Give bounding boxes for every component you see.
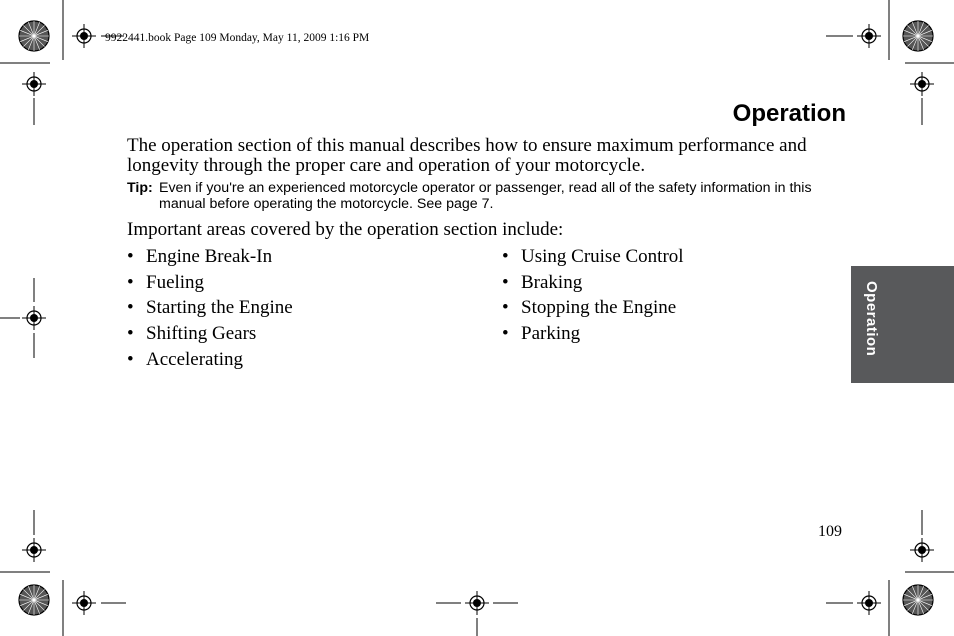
tip-note [127,180,857,212]
list-item: • Parking [502,323,581,345]
crosshair-mark-icon [465,591,489,615]
intro-paragraph: The operation section of this manual describes how to ensure maximum performance and longevity through the proper care and operation of your motorcycle. [127,135,807,176]
star-mark-icon [19,585,49,615]
list-item: • Starting the Engine [127,297,293,319]
list-item: • Braking [502,271,583,293]
section-side-tab [851,266,954,383]
list-item: • Stopping the Engine [502,297,677,319]
side-tab-label: Operation [863,281,880,357]
crosshair-mark-icon [22,72,46,96]
list-item: • Accelerating [127,348,244,370]
areas-list-left [127,244,293,373]
star-mark-icon [19,21,49,51]
crosshair-mark-icon [857,591,881,615]
tip-label: Tip: [127,180,153,196]
print-header: 9922441.book Page 109 Monday, May 11, 2009 1:16 PM [105,32,370,44]
list-item: • Engine Break-In [127,246,273,267]
crosshair-mark-icon [910,538,934,562]
crosshair-mark-icon [22,306,46,330]
crosshair-mark-icon [72,591,96,615]
star-mark-icon [903,21,933,51]
crosshair-mark-icon [910,72,934,96]
page-title: Operation [732,100,846,127]
areas-intro: Important areas covered by the operation section include: [127,219,564,240]
crosshair-mark-icon [72,24,96,48]
list-item: • Using Cruise Control [502,246,684,267]
star-mark-icon [903,585,933,615]
list-item: • Shifting Gears [127,323,257,345]
page-number: 109 [818,523,842,540]
list-item: • Fueling [127,271,205,293]
tip-text: Even if you're an experienced motorcycle operator or passenger, read all of the safety information in this manual before operating the motorcycle. See page 7. [159,180,812,212]
crosshair-mark-icon [22,538,46,562]
crosshair-mark-icon [857,24,881,48]
areas-list-right [502,244,684,347]
